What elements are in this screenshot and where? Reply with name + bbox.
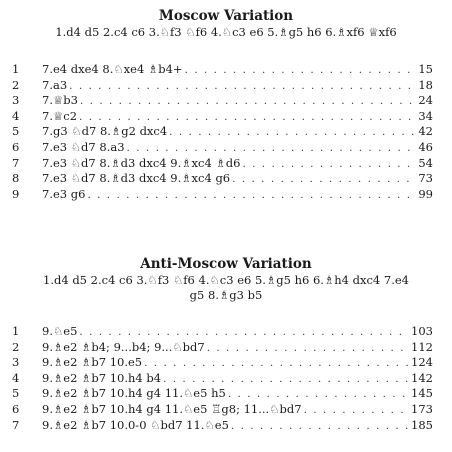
entry-moves: 7.♕b3 xyxy=(42,93,78,108)
entry-moves: 9.♗e2 ♗b7 10.h4 g4 11.♘e5 h5 xyxy=(42,386,226,401)
entry-page: 46 xyxy=(418,139,433,154)
anti-moscow-variation-section xyxy=(0,256,452,433)
entry-number: 6 xyxy=(12,401,20,416)
dot-leader xyxy=(79,325,409,341)
entry-page: 145 xyxy=(411,386,433,401)
dot-leader xyxy=(228,387,409,403)
entry-page: 124 xyxy=(411,355,433,370)
toc-entry xyxy=(0,109,452,125)
dot-leader xyxy=(232,172,416,188)
entry-number: 3 xyxy=(12,355,20,370)
entry-number: 5 xyxy=(12,386,20,401)
entry-line xyxy=(42,171,433,188)
entry-line xyxy=(42,371,433,388)
entry-page: 15 xyxy=(418,62,433,76)
entry-number: 7 xyxy=(12,155,20,170)
entry-line xyxy=(42,78,433,95)
dot-leader xyxy=(231,419,409,435)
dot-leader xyxy=(185,63,417,79)
entry-moves: 9.♗e2 ♗b7 10.0-0 ♘bd7 11.♘e5 xyxy=(42,417,229,432)
toc-entry xyxy=(0,355,452,371)
dot-leader xyxy=(127,141,417,157)
entry-line xyxy=(42,418,433,435)
entry-page: 34 xyxy=(418,108,433,123)
entry-moves: 9.♘e5 xyxy=(42,324,78,338)
entry-line xyxy=(42,93,433,110)
toc-entry xyxy=(0,371,452,387)
entry-moves: 9.♗e2 ♗b7 10.h4 b4 xyxy=(42,370,162,385)
dot-leader xyxy=(79,110,416,126)
entry-moves: 7.a3 xyxy=(42,77,68,92)
entry-number: 4 xyxy=(12,370,20,385)
entry-line xyxy=(42,109,433,126)
entry-line xyxy=(42,324,433,341)
entry-number: 5 xyxy=(12,124,20,139)
entry-moves: 7.g3 ♘d7 8.♗g2 dxc4 xyxy=(42,124,168,139)
entry-number: 2 xyxy=(12,339,20,354)
entry-line xyxy=(42,62,433,79)
moscow-variation-moves: 1.d4 d5 2.c4 c6 3.♘f3 ♘f6 4.♘c3 e6 5.♗g5 h6 6.♗xf6 ♕xf6 xyxy=(55,25,397,39)
entry-moves: 7.e4 dxe4 8.♘xe4 ♗b4+ xyxy=(42,62,183,76)
entry-number: 1 xyxy=(12,324,20,338)
toc-entry xyxy=(0,171,452,187)
entry-page: 54 xyxy=(418,155,433,170)
entry-number: 8 xyxy=(12,171,20,186)
entry-moves: 9.♗e2 ♗b4; 9...b4; 9...♘bd7 xyxy=(42,339,205,354)
anti-moscow-variation-moves: 1.d4 d5 2.c4 c6 3.♘f3 ♘f6 4.♘c3 e6 5.♗g5 h6 6.♗h4 dxc4 7.e4 g5 8.♗g3 b5 xyxy=(43,273,409,302)
entry-number: 7 xyxy=(12,417,20,432)
entry-page: 173 xyxy=(411,401,433,416)
moscow-variation-section xyxy=(0,8,452,202)
anti-moscow-variation-title: Anti-Moscow Variation xyxy=(140,256,312,272)
toc-entry xyxy=(0,62,452,78)
entry-page: 73 xyxy=(418,171,433,186)
toc-entry xyxy=(0,418,452,434)
entry-page: 99 xyxy=(418,186,433,201)
entry-page: 42 xyxy=(418,124,433,139)
toc-entry xyxy=(0,340,452,356)
entry-number: 3 xyxy=(12,93,20,108)
moscow-variation-title: Moscow Variation xyxy=(158,8,294,24)
dot-leader xyxy=(169,125,416,141)
dot-leader xyxy=(80,94,416,110)
entry-number: 4 xyxy=(12,108,20,123)
dot-leader xyxy=(87,188,416,204)
entry-page: 112 xyxy=(411,339,433,354)
entry-moves: 7.e3 ♘d7 8.a3 xyxy=(42,139,125,154)
dot-leader xyxy=(304,403,409,419)
dot-leader xyxy=(207,341,409,357)
toc-entry xyxy=(0,140,452,156)
entry-line xyxy=(42,355,433,372)
entry-number: 1 xyxy=(12,62,20,76)
entry-line xyxy=(42,156,433,173)
toc-entry xyxy=(0,402,452,418)
dot-leader xyxy=(144,356,409,372)
entry-number: 2 xyxy=(12,77,20,92)
entry-page: 103 xyxy=(411,324,433,338)
entry-line xyxy=(42,340,433,357)
entry-moves: 9.♗e2 ♗b7 10.e5 xyxy=(42,355,143,370)
toc-entry xyxy=(0,78,452,94)
entry-page: 18 xyxy=(418,77,433,92)
moscow-variation-list xyxy=(0,62,452,202)
entry-page: 185 xyxy=(411,417,433,432)
entry-moves: 9.♗e2 ♗b7 10.h4 g4 11.♘e5 ♖g8; 11...♘bd7 xyxy=(42,401,302,416)
entry-moves: 7.e3 g6 xyxy=(42,186,86,201)
entry-page: 24 xyxy=(418,93,433,108)
entry-line xyxy=(42,187,433,204)
toc-entry xyxy=(0,324,452,340)
toc-entry xyxy=(0,187,452,203)
entry-line xyxy=(42,140,433,157)
toc-entry xyxy=(0,386,452,402)
entry-moves: 7.e3 ♘d7 8.♗d3 dxc4 9.♗xc4 ♗d6 xyxy=(42,155,241,170)
entry-number: 9 xyxy=(12,186,20,201)
entry-moves: 7.♕c2 xyxy=(42,108,78,123)
toc-entry xyxy=(0,93,452,109)
entry-number: 6 xyxy=(12,139,20,154)
anti-moscow-variation-list xyxy=(0,324,452,433)
dot-leader xyxy=(163,372,409,388)
entry-line xyxy=(42,386,433,403)
dot-leader xyxy=(242,157,416,173)
entry-moves: 7.e3 ♘d7 8.♗d3 dxc4 9.♗xc4 g6 xyxy=(42,171,231,186)
entry-page: 142 xyxy=(411,370,433,385)
toc-entry xyxy=(0,124,452,140)
toc-entry xyxy=(0,156,452,172)
entry-line xyxy=(42,124,433,141)
dot-leader xyxy=(69,79,416,95)
entry-line xyxy=(42,402,433,419)
